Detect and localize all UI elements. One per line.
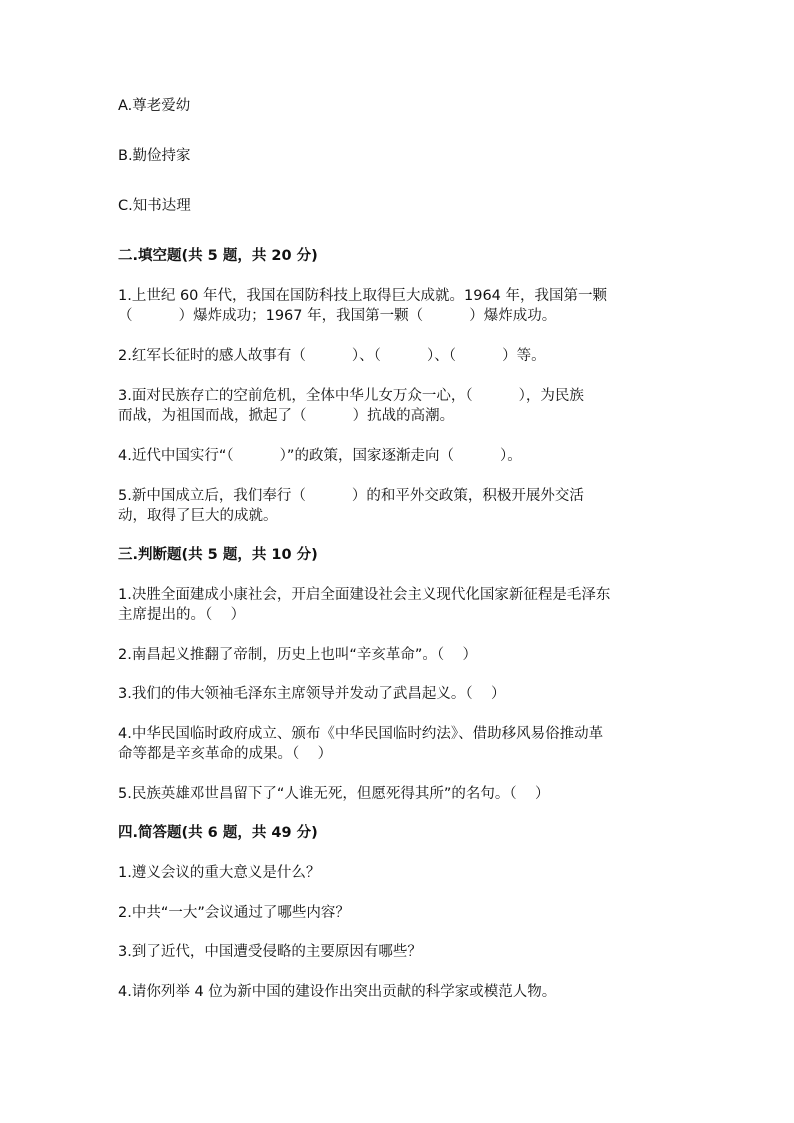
option-a: A.尊老爱幼	[118, 98, 191, 114]
judge-question-1-line-1: 1.决胜全面建成小康社会，开启全面建设社会主义现代化国家新征程是毛泽东	[118, 587, 611, 603]
fill-question-3-line-1: 3.面对民族存亡的空前危机，全体中华儿女万众一心，（ ），为民族	[118, 388, 584, 404]
fill-question-3-line-2: 而战，为祖国而战，掀起了（ ）抗战的高潮。	[118, 408, 455, 424]
short-question-4: 4.请你列举 4 位为新中国的建设作出突出贡献的科学家或模范人物。	[118, 984, 557, 1000]
judge-question-3: 3.我们的伟大领袖毛泽东主席领导并发动了武昌起义。（ ）	[118, 686, 506, 702]
option-b: B.勤俭持家	[118, 148, 191, 164]
fill-question-1-line-2: （ ）爆炸成功；1967 年，我国第一颗（ ）爆炸成功。	[118, 308, 557, 324]
short-question-2: 2.中共“一大”会议通过了哪些内容？	[118, 905, 350, 921]
fill-question-5-line-1: 5.新中国成立后，我们奉行（ ）的和平外交政策，积极开展外交活	[118, 488, 584, 504]
short-question-3: 3.到了近代，中国遭受侵略的主要原因有哪些？	[118, 944, 422, 960]
judge-question-4-line-1: 4.中华民国临时政府成立、颁布《中华民国临时约法》、借助移风易俗推动革	[118, 726, 604, 742]
fill-question-5-line-2: 动，取得了巨大的成就。	[118, 508, 278, 524]
judge-question-5: 5.民族英雄邓世昌留下了“人谁无死，但愿死得其所”的名句。（ ）	[118, 786, 550, 802]
short-question-1: 1.遵义会议的重大意义是什么？	[118, 865, 321, 881]
fill-question-2: 2.红军长征时的感人故事有（ ）、（ ）、（ ）等。	[118, 348, 546, 364]
section-4-title: 四.简答题(共 6 题，共 49 分)	[118, 825, 318, 841]
fill-question-1-line-1: 1.上世纪 60 年代，我国在国防科技上取得巨大成就。1964 年，我国第一颗	[118, 288, 608, 304]
judge-question-1-line-2: 主席提出的。（ ）	[118, 607, 246, 623]
section-2-title: 二.填空题(共 5 题，共 20 分)	[118, 248, 318, 264]
option-c: C.知书达理	[118, 198, 191, 214]
judge-question-2: 2.南昌起义推翻了帝制，历史上也叫“辛亥革命”。（ ）	[118, 647, 478, 663]
fill-question-4: 4.近代中国实行“（ ）”的政策，国家逐渐走向（ ）。	[118, 448, 522, 464]
section-3-title: 三.判断题(共 5 题，共 10 分)	[118, 547, 318, 563]
judge-question-4-line-2: 命等都是辛亥革命的成果。（ ）	[118, 746, 333, 762]
